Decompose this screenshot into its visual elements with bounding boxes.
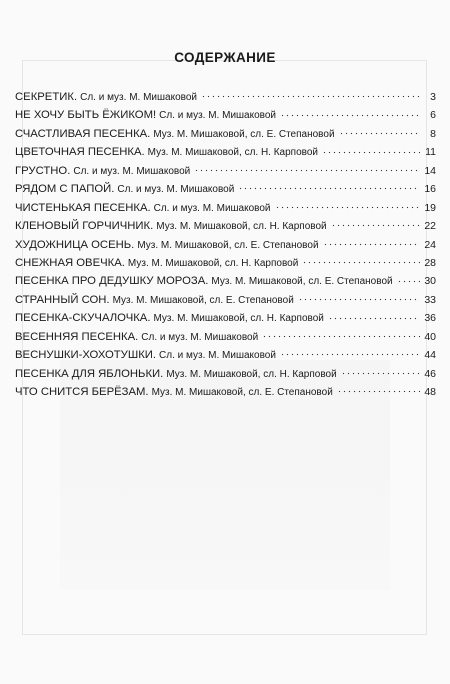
song-credits: Муз. М. Мишаковой, сл. Н. Карповой xyxy=(166,368,337,380)
song-title: СЧАСТЛИВАЯ ПЕСЕНКА. xyxy=(15,127,151,140)
page-number: 46 xyxy=(424,367,436,380)
song-title: СЕКРЕТИК. xyxy=(15,91,78,103)
dot-leader xyxy=(298,293,420,303)
song-credits: Муз. М. Мишаковой, сл. Е. Степановой xyxy=(112,294,294,306)
dot-leader xyxy=(238,182,420,192)
dot-leader xyxy=(331,219,420,229)
song-credits: Муз. М. Мишаковой, сл. Н. Карповой xyxy=(147,147,319,159)
song-title: ХУДОЖНИЦА ОСЕНЬ. xyxy=(15,238,135,251)
page-number: 3 xyxy=(430,91,436,103)
dot-leader xyxy=(322,145,420,155)
toc-entry[interactable] xyxy=(15,383,436,401)
dot-leader xyxy=(262,330,420,340)
song-credits: Муз. М. Мишаковой, сл. Е. Степановой xyxy=(151,387,333,398)
page-number: 33 xyxy=(424,293,436,306)
dot-leader xyxy=(302,256,420,266)
toc-entry[interactable] xyxy=(15,180,436,198)
toc-entry[interactable] xyxy=(15,346,436,364)
toc-entry[interactable] xyxy=(15,309,436,327)
dot-leader xyxy=(280,108,420,118)
dot-leader xyxy=(341,367,420,377)
page-number: 30 xyxy=(424,275,436,288)
page-number: 22 xyxy=(424,220,436,233)
dot-leader xyxy=(328,311,420,321)
toc-entry[interactable] xyxy=(15,199,436,217)
toc-entry[interactable] xyxy=(15,272,436,290)
song-credits: Сл. и муз. М. Мишаковой xyxy=(159,110,277,122)
page-number: 48 xyxy=(424,386,436,398)
toc-entry[interactable] xyxy=(15,291,436,309)
toc-entry[interactable] xyxy=(15,328,436,346)
song-title: СТРАННЫЙ СОН. xyxy=(15,293,110,306)
toc-entry[interactable] xyxy=(15,365,436,383)
dot-leader xyxy=(339,127,420,137)
dot-leader xyxy=(337,385,420,395)
song-title: КЛЕНОВЫЙ ГОРЧИЧНИК. xyxy=(15,220,154,233)
dot-leader xyxy=(201,90,420,100)
dot-leader xyxy=(397,274,420,284)
dot-leader xyxy=(275,201,420,211)
page-number: 40 xyxy=(424,330,436,343)
song-credits: Сл. и муз. М. Мишаковой xyxy=(153,202,271,214)
page-number: 11 xyxy=(425,146,436,159)
song-credits: Муз. М. Мишаковой, сл. Н. Карповой xyxy=(156,221,327,233)
song-title: ВЕСНУШКИ-ХОХОТУШКИ. xyxy=(15,349,157,362)
toc-entry[interactable] xyxy=(15,236,436,254)
toc-entry[interactable] xyxy=(15,254,436,272)
song-title: РЯДОМ С ПАПОЙ. xyxy=(15,183,115,196)
song-title: СНЕЖНАЯ ОВЕЧКА. xyxy=(15,256,125,269)
song-title: ПЕСЕНКА-СКУЧАЛОЧКА. xyxy=(15,312,151,325)
song-title: ПЕСЕНКА ПРО ДЕДУШКУ МОРОЗА. xyxy=(15,275,209,288)
song-credits: Сл. и муз. М. Мишаковой xyxy=(80,92,197,103)
dot-leader xyxy=(194,164,420,174)
table-of-contents xyxy=(15,88,436,401)
song-credits: Муз. М. Мишаковой, сл. Е. Степановой xyxy=(211,276,393,288)
song-credits: Муз. М. Мишаковой, сл. Е. Степановой xyxy=(137,239,319,251)
song-title: НЕ ХОЧУ БЫТЬ ЁЖИКОМ! xyxy=(15,109,157,122)
toc-entry[interactable] xyxy=(15,88,436,106)
song-title: ЧТО СНИТСЯ БЕРЁЗАМ. xyxy=(15,386,149,398)
song-credits: Муз. М. Мишаковой, сл. Н. Карповой xyxy=(153,313,324,325)
toc-entry[interactable] xyxy=(15,143,436,161)
page-number: 16 xyxy=(424,183,436,196)
page-title: СОДЕРЖАНИЕ xyxy=(174,50,276,65)
page-number: 14 xyxy=(424,164,436,177)
song-credits: Сл. и муз. М. Мишаковой xyxy=(73,165,191,177)
toc-entry[interactable] xyxy=(15,217,436,235)
song-title: ГРУСТНО. xyxy=(15,164,71,177)
toc-entry[interactable] xyxy=(15,162,436,180)
toc-entry[interactable] xyxy=(15,106,436,124)
page-number: 44 xyxy=(424,349,436,362)
page-number: 6 xyxy=(430,109,436,122)
song-credits: Муз. М. Мишаковой, сл. Н. Карповой xyxy=(127,257,299,269)
dot-leader xyxy=(323,238,420,248)
song-credits: Сл. и муз. М. Мишаковой xyxy=(159,350,276,362)
song-title: ЧИСТЕНЬКАЯ ПЕСЕНКА. xyxy=(15,201,151,214)
dot-leader xyxy=(280,348,420,358)
toc-entry[interactable] xyxy=(15,125,436,143)
song-credits: Сл. и муз. М. Мишаковой xyxy=(117,184,235,196)
song-title: ВЕСЕННЯЯ ПЕСЕНКА. xyxy=(15,330,139,343)
song-credits: Муз. М. Мишаковой, сл. Е. Степановой xyxy=(153,128,335,140)
song-credits: Сл. и муз. М. Мишаковой xyxy=(141,331,259,343)
page-number: 19 xyxy=(424,201,436,214)
song-title: ЦВЕТОЧНАЯ ПЕСЕНКА. xyxy=(15,146,145,159)
song-title: ПЕСЕНКА ДЛЯ ЯБЛОНЬКИ. xyxy=(15,367,164,380)
page-number: 24 xyxy=(424,238,436,251)
page-number: 8 xyxy=(430,127,436,140)
page-number: 36 xyxy=(424,312,436,325)
page-number: 28 xyxy=(424,256,436,269)
